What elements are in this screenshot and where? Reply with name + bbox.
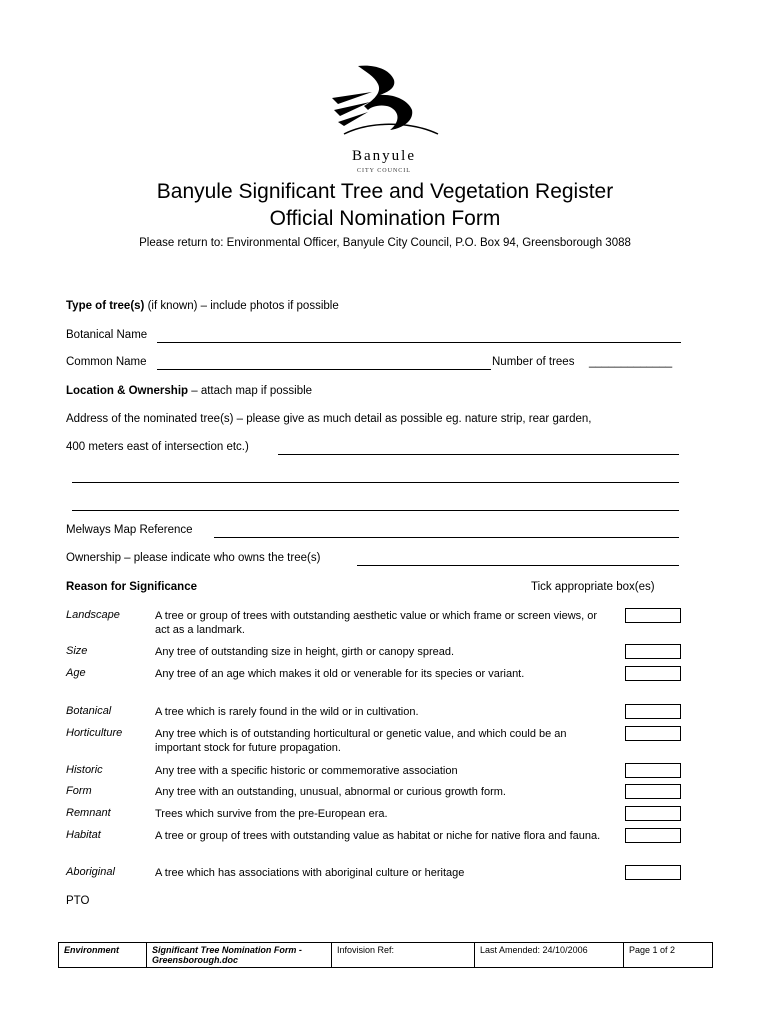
tree-type-section: [66, 300, 339, 312]
document-footer: [58, 942, 713, 968]
checkbox-botanical[interactable]: [625, 704, 681, 719]
address-field-line-2[interactable]: [72, 482, 679, 483]
tree-type-heading: Type of tree(s): [66, 300, 145, 312]
banyule-logo: [328, 62, 440, 177]
category-botanical: Botanical: [66, 705, 112, 717]
description-aboriginal: A tree which has associations with aboriginal culture or heritage: [155, 867, 465, 879]
location-section: [66, 385, 312, 397]
category-age: Age: [66, 667, 86, 679]
category-landscape: Landscape: [66, 609, 120, 621]
location-note: – attach map if possible: [188, 385, 313, 397]
description-remnant: Trees which survive from the pre-European era.: [155, 808, 388, 820]
description-age: Any tree of an age which makes it old or venerable for its species or variant.: [155, 668, 525, 680]
description-botanical: A tree which is rarely found in the wild or in cultivation.: [155, 706, 419, 718]
checkbox-size[interactable]: [625, 644, 681, 659]
checkbox-landscape[interactable]: [625, 608, 681, 623]
description-horticulture: Any tree which is of outstanding horticultural or genetic value, and which could be an important stock for future propagation.: [155, 728, 567, 754]
logo-name: Banyule: [352, 148, 416, 164]
return-instructions: Please return to: Environmental Officer, Banyule City Council, P.O. Box 94, Greensborough 3088: [139, 237, 631, 249]
description-size: Any tree of outstanding size in height, girth or canopy spread.: [155, 646, 455, 658]
ownership-field[interactable]: [357, 565, 679, 566]
common-name-label: Common Name: [66, 356, 147, 368]
address-field-line-3[interactable]: [72, 510, 679, 511]
tree-type-note: (if known) – include photos if possible: [144, 300, 339, 312]
checkbox-habitat[interactable]: [625, 828, 681, 843]
checkbox-historic[interactable]: [625, 763, 681, 778]
checkbox-aboriginal[interactable]: [625, 865, 681, 880]
checkbox-form[interactable]: [625, 784, 681, 799]
category-habitat: Habitat: [66, 829, 101, 841]
number-of-trees-field[interactable]: _____________: [589, 356, 673, 368]
footer-document: Significant Tree Nomination Form - Greensborough.doc: [147, 943, 332, 967]
address-instructions-cont: 400 meters east of intersection etc.): [66, 441, 249, 453]
botanical-name-field[interactable]: [157, 342, 681, 343]
description-historic: Any tree with a specific historic or commemorative association: [155, 765, 458, 777]
form-title: Banyule Significant Tree and Vegetation Register: [156, 180, 614, 203]
melways-field[interactable]: [214, 537, 679, 538]
botanical-name-label: Botanical Name: [66, 329, 148, 341]
description-form: Any tree with an outstanding, unusual, abnormal or curious growth form.: [155, 786, 506, 798]
form-subtitle: Official Nomination Form: [269, 207, 501, 230]
number-of-trees-label: Number of trees: [492, 356, 575, 368]
footer-department: Environment: [59, 943, 147, 967]
checkbox-age[interactable]: [625, 666, 681, 681]
common-name-field[interactable]: [157, 369, 491, 370]
swan-logo-icon: [328, 62, 440, 142]
category-form: Form: [66, 785, 92, 797]
location-heading: Location & Ownership: [66, 385, 189, 397]
pto-note: PTO: [66, 895, 90, 907]
category-remnant: Remnant: [66, 807, 111, 819]
description-habitat: A tree or group of trees with outstanding value as habitat or niche for native flora and fauna.: [155, 830, 601, 842]
address-field-line-1[interactable]: [278, 454, 679, 455]
melways-label: Melways Map Reference: [66, 524, 193, 536]
logo-subtitle: CITY COUNCIL: [357, 168, 411, 174]
ownership-label: Ownership – please indicate who owns the tree(s): [66, 552, 321, 564]
footer-last-amended: Last Amended: 24/10/2006: [475, 943, 624, 967]
category-size: Size: [66, 645, 88, 657]
address-instructions: Address of the nominated tree(s) – please give as much detail as possible eg. nature strip, rear garden,: [66, 413, 592, 425]
category-horticulture: Horticulture: [66, 727, 123, 739]
checkbox-remnant[interactable]: [625, 806, 681, 821]
category-historic: Historic: [66, 764, 103, 776]
footer-page: Page 1 of 2: [629, 945, 676, 955]
checkbox-horticulture[interactable]: [625, 726, 681, 741]
tick-instruction: Tick appropriate box(es): [531, 581, 655, 593]
description-landscape: A tree or group of trees with outstanding aesthetic value or which frame or screen views, or act as a landmark.: [155, 610, 598, 636]
significance-heading: Reason for Significance: [66, 581, 198, 593]
footer-infovision-ref: Infovision Ref:: [332, 943, 475, 967]
category-aboriginal: Aboriginal: [66, 866, 115, 878]
